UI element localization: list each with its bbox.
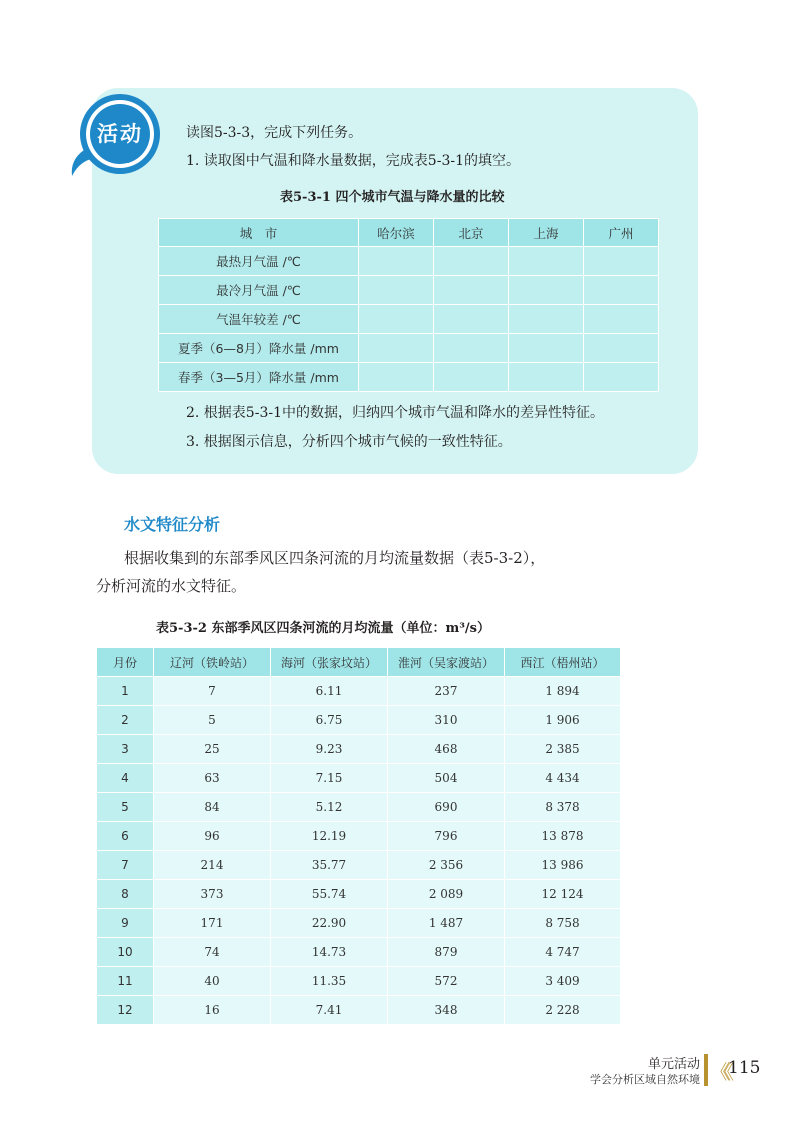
- flow-cell: 12.19: [271, 822, 388, 851]
- section-title: 水文特征分析: [124, 515, 221, 534]
- table-header-cell: 上海: [509, 219, 584, 247]
- flow-cell: 2 385: [505, 735, 621, 764]
- table-row: [159, 276, 659, 305]
- footer-chevron-icon: 《《: [710, 1060, 728, 1084]
- blank-cell[interactable]: [584, 276, 659, 305]
- table-row: [97, 764, 621, 793]
- city-comparison-table: [158, 218, 659, 392]
- blank-cell[interactable]: [584, 247, 659, 276]
- table-row: [159, 305, 659, 334]
- table-row: [97, 909, 621, 938]
- blank-cell[interactable]: [434, 305, 509, 334]
- blank-cell[interactable]: [434, 276, 509, 305]
- table-header-cell: 广州: [584, 219, 659, 247]
- flow-cell: 796: [388, 822, 505, 851]
- flow-cell: 25: [154, 735, 271, 764]
- row-label: 春季（3—5月）降水量 /mm: [159, 363, 359, 392]
- table-header-row: [159, 219, 659, 247]
- flow-cell: 6.11: [271, 677, 388, 706]
- month-cell: 4: [97, 764, 154, 793]
- flow-cell: 74: [154, 938, 271, 967]
- table-row: [159, 247, 659, 276]
- flow-cell: 4 434: [505, 764, 621, 793]
- blank-cell[interactable]: [359, 247, 434, 276]
- flow-cell: 5.12: [271, 793, 388, 822]
- table-row: [97, 822, 621, 851]
- flow-cell: 1 487: [388, 909, 505, 938]
- flow-cell: 16: [154, 996, 271, 1025]
- section-paragraph-line-1: 根据收集到的东部季风区四条河流的月均流量数据（表5-3-2），: [124, 549, 546, 567]
- table-row: [159, 334, 659, 363]
- blank-cell[interactable]: [509, 247, 584, 276]
- blank-cell[interactable]: [509, 305, 584, 334]
- flow-cell: 13 986: [505, 851, 621, 880]
- table-row: [159, 363, 659, 392]
- blank-cell[interactable]: [509, 334, 584, 363]
- month-cell: 10: [97, 938, 154, 967]
- flow-cell: 9.23: [271, 735, 388, 764]
- section-paragraph-line-2: 分析河流的水文特征。: [96, 577, 247, 595]
- flow-cell: 11.35: [271, 967, 388, 996]
- activity-task-3: 3. 根据图示信息，分析四个城市气候的一致性特征。: [186, 434, 512, 450]
- blank-cell[interactable]: [584, 334, 659, 363]
- table2-caption: 表5-3-2 东部季风区四条河流的月均流量（单位：m³/s）: [156, 621, 490, 636]
- flow-cell: 310: [388, 706, 505, 735]
- blank-cell[interactable]: [509, 276, 584, 305]
- flow-cell: 13 878: [505, 822, 621, 851]
- blank-cell[interactable]: [509, 363, 584, 392]
- flow-cell: 468: [388, 735, 505, 764]
- blank-cell[interactable]: [584, 305, 659, 334]
- flow-cell: 348: [388, 996, 505, 1025]
- flow-cell: 5: [154, 706, 271, 735]
- flow-cell: 214: [154, 851, 271, 880]
- table-row: [97, 967, 621, 996]
- blank-cell[interactable]: [359, 305, 434, 334]
- table-row: [97, 793, 621, 822]
- row-label: 最冷月气温 /℃: [159, 276, 359, 305]
- table-row: [97, 996, 621, 1025]
- row-label: 气温年较差 /℃: [159, 305, 359, 334]
- flow-cell: 6.75: [271, 706, 388, 735]
- blank-cell[interactable]: [359, 363, 434, 392]
- flow-cell: 504: [388, 764, 505, 793]
- flow-cell: 84: [154, 793, 271, 822]
- flow-cell: 3 409: [505, 967, 621, 996]
- flow-cell: 55.74: [271, 880, 388, 909]
- table-header-cell: 城 市: [159, 219, 359, 247]
- table-header-cell: 淮河（吴家渡站）: [388, 648, 505, 677]
- table-header-cell: 西江（梧州站）: [505, 648, 621, 677]
- month-cell: 2: [97, 706, 154, 735]
- flow-cell: 1 894: [505, 677, 621, 706]
- flow-cell: 14.73: [271, 938, 388, 967]
- table-header-row: [97, 648, 621, 677]
- flow-cell: 171: [154, 909, 271, 938]
- flow-cell: 4 747: [505, 938, 621, 967]
- flow-cell: 2 228: [505, 996, 621, 1025]
- table-row: [97, 851, 621, 880]
- month-cell: 6: [97, 822, 154, 851]
- month-cell: 1: [97, 677, 154, 706]
- table-row: [97, 677, 621, 706]
- month-cell: 9: [97, 909, 154, 938]
- flow-cell: 8 758: [505, 909, 621, 938]
- flow-cell: 7.41: [271, 996, 388, 1025]
- river-flow-table: [96, 647, 621, 1025]
- table-header-cell: 辽河（铁岭站）: [154, 648, 271, 677]
- flow-cell: 690: [388, 793, 505, 822]
- table-header-cell: 海河（张家坟站）: [271, 648, 388, 677]
- flow-cell: 8 378: [505, 793, 621, 822]
- flow-cell: 572: [388, 967, 505, 996]
- flow-cell: 237: [388, 677, 505, 706]
- month-cell: 11: [97, 967, 154, 996]
- blank-cell[interactable]: [359, 334, 434, 363]
- flow-cell: 373: [154, 880, 271, 909]
- blank-cell[interactable]: [584, 363, 659, 392]
- flow-cell: 40: [154, 967, 271, 996]
- flow-cell: 879: [388, 938, 505, 967]
- footer-unit-subtitle: 学会分析区域自然环境: [590, 1073, 700, 1086]
- activity-intro: 读图5-3-3，完成下列任务。: [186, 125, 363, 141]
- activity-badge-label: 活动: [97, 122, 143, 146]
- table-header-cell: 哈尔滨: [359, 219, 434, 247]
- blank-cell[interactable]: [434, 334, 509, 363]
- blank-cell[interactable]: [359, 276, 434, 305]
- flow-cell: 1 906: [505, 706, 621, 735]
- flow-cell: 35.77: [271, 851, 388, 880]
- flow-cell: 7: [154, 677, 271, 706]
- flow-cell: 2 089: [388, 880, 505, 909]
- month-cell: 8: [97, 880, 154, 909]
- footer-unit-title: 单元活动: [647, 1057, 700, 1072]
- flow-cell: 7.15: [271, 764, 388, 793]
- row-label: 夏季（6—8月）降水量 /mm: [159, 334, 359, 363]
- flow-cell: 2 356: [388, 851, 505, 880]
- blank-cell[interactable]: [434, 363, 509, 392]
- page-number: 115: [728, 1058, 761, 1078]
- flow-cell: 63: [154, 764, 271, 793]
- table1-caption: 表5-3-1 四个城市气温与降水量的比较: [280, 190, 505, 205]
- activity-task-2: 2. 根据表5-3-1中的数据，归纳四个城市气温和降水的差异性特征。: [186, 405, 604, 421]
- month-cell: 7: [97, 851, 154, 880]
- month-cell: 5: [97, 793, 154, 822]
- table-header-cell: 月份: [97, 648, 154, 677]
- blank-cell[interactable]: [434, 247, 509, 276]
- table-row: [97, 938, 621, 967]
- activity-task-1: 1. 读取图中气温和降水量数据，完成表5-3-1的填空。: [186, 153, 520, 169]
- flow-cell: 96: [154, 822, 271, 851]
- table-row: [97, 706, 621, 735]
- flow-cell: 22.90: [271, 909, 388, 938]
- footer-divider: [704, 1054, 708, 1086]
- table-header-cell: 北京: [434, 219, 509, 247]
- row-label: 最热月气温 /℃: [159, 247, 359, 276]
- month-cell: 3: [97, 735, 154, 764]
- flow-cell: 12 124: [505, 880, 621, 909]
- table-row: [97, 880, 621, 909]
- table-row: [97, 735, 621, 764]
- month-cell: 12: [97, 996, 154, 1025]
